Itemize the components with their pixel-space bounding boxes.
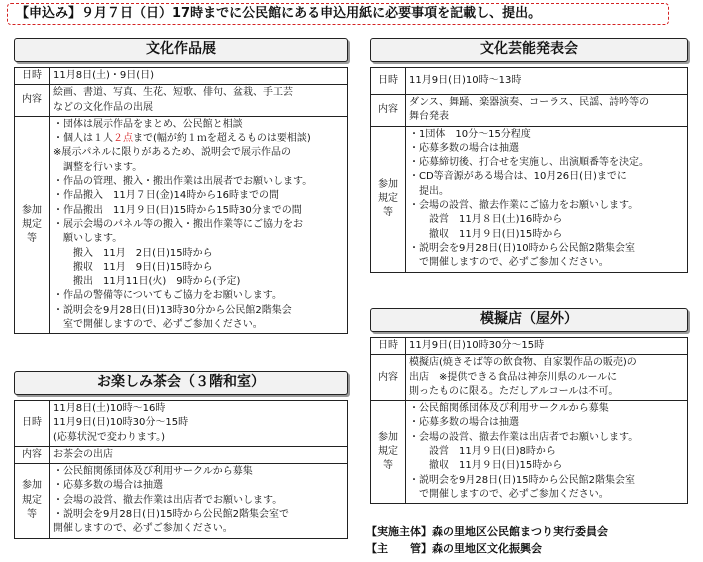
requirements-value <box>406 126 688 272</box>
content-line: 出店 ※提供できる食品は神奈川県のルールに <box>409 371 618 383</box>
content-value <box>406 355 688 401</box>
content-line: などの文化作品の出展 <box>53 101 153 113</box>
requirement-line: で開催しますので、必ずご参加ください。 <box>419 257 609 269</box>
requirement-line <box>53 132 344 146</box>
date-value <box>50 68 348 85</box>
application-deadline-banner: 【申込み】９月７日（日）17時までに公民館にある申込用紙に必要事項を記載し、提出。 <box>7 3 669 25</box>
date-value <box>50 401 348 447</box>
requirement-line: 搬入 11月 2日(日)15時から <box>73 247 213 259</box>
date-line: 11月9日(日)10時30分～15時 <box>53 417 189 429</box>
requirements-value <box>50 116 348 333</box>
requirements-row <box>15 116 348 333</box>
footer-organizer: 【実施主体】森の里地区公民館まつり実行委員会 <box>366 525 608 538</box>
requirement-line: ・会場の設営、撤去作業は出店者でお願いします。 <box>53 494 283 506</box>
requirements-label-line: 規定 <box>378 192 398 204</box>
requirements-label-line: 規定 <box>22 494 42 506</box>
date-line: 11月9日(日)10時30分～15時 <box>409 340 545 351</box>
requirement-line: ・説明会を9月28日(日)15時から公民館2階集会室で <box>53 509 289 521</box>
content-label: 内容 <box>371 95 406 127</box>
date-line: 11月9日(日)10時～13時 <box>409 74 522 86</box>
requirements-label-line: 参加 <box>22 204 42 216</box>
date-line: 11月8日(土)・9日(日) <box>53 70 155 81</box>
date-line: (応募状況で変わります。) <box>53 431 166 443</box>
date-label: 日時 <box>15 401 50 447</box>
requirement-line: ・応募多数の場合は抽選 <box>409 142 519 154</box>
requirement-line: ・1団体 10分～15分程度 <box>409 128 531 140</box>
requirement-line: ・公民館関係団体及び利用サークルから募集 <box>409 403 609 415</box>
info-table-bunka-sakuhin <box>14 67 348 334</box>
date-row <box>371 68 688 95</box>
requirement-line: 室で開催しますので、必ずご参加ください。 <box>63 319 263 331</box>
requirement-line: 設営 11月８日(土)16時から <box>429 214 563 226</box>
requirement-line: ※展示パネルに限りがあるため、説明会で展示作品の <box>53 147 291 159</box>
requirement-line: 開催しますので、必ずご参加ください。 <box>53 523 233 535</box>
info-table-ochanomi <box>14 400 348 539</box>
requirement-line: ・公民館関係団体及び利用サークルから募集 <box>53 466 253 478</box>
requirements-label <box>371 401 406 504</box>
requirement-line: ・作品搬入 11月７日(金)14時から16時までの間 <box>53 190 279 202</box>
date-label: 日時 <box>15 68 50 85</box>
requirements-label-line: 等 <box>383 460 393 472</box>
requirements-label-line: 参加 <box>378 431 398 443</box>
content-line: 舞台発表 <box>409 111 449 123</box>
requirement-line: 撤収 11月９日(日)15時から <box>429 460 563 472</box>
requirement-line: ・会場の設営、撤去作業にご協力をお願いします。 <box>409 200 639 212</box>
content-value <box>50 446 348 463</box>
requirements-value <box>406 401 688 504</box>
content-line: 絵画、書道、写真、生花、短歌、俳句、盆栽、手工芸 <box>53 87 293 99</box>
date-row <box>371 338 688 355</box>
section-geino <box>370 38 688 273</box>
section-mogiten <box>370 308 688 504</box>
requirement-line: ・作品搬出 11月９日(日)15時から15時30分までの間 <box>53 204 302 216</box>
content-label: 内容 <box>371 355 406 401</box>
requirement-line: ・説明会を9月28日(日)15時から公民館2階集会室 <box>409 474 635 486</box>
requirement-line: ・説明会を9月28日(日)10時から公民館2階集会室 <box>409 242 635 254</box>
date-row <box>15 68 348 85</box>
requirements-label-line: 等 <box>27 233 37 245</box>
requirement-line: ・応募多数の場合は抽選 <box>53 480 163 492</box>
content-row <box>371 355 688 401</box>
requirements-label-line: 規定 <box>378 446 398 458</box>
section-ochanomi <box>14 371 348 539</box>
requirements-row <box>371 126 688 272</box>
requirement-line: ・会場の設営、撤去作業は出店者でお願いします。 <box>409 431 639 443</box>
info-table-geino <box>370 67 688 273</box>
requirement-line: 提出。 <box>419 185 449 197</box>
requirement-line: ・CD等音源がある場合は、10月26日(日)までに <box>409 171 627 183</box>
requirement-line: 撤収 11月９日(日)15時から <box>429 228 563 240</box>
content-value <box>50 85 348 117</box>
section-title-geino: 文化芸能発表会 <box>370 38 688 62</box>
requirement-text: ・個人は１人 <box>53 133 113 145</box>
requirements-row <box>371 401 688 504</box>
date-row <box>15 401 348 447</box>
content-row <box>15 446 348 463</box>
content-row <box>371 95 688 127</box>
requirements-label <box>371 126 406 272</box>
requirements-value <box>50 464 348 538</box>
info-table-mogiten <box>370 337 688 504</box>
requirement-line: 設営 11月９日(日)8時から <box>429 446 556 458</box>
content-line: ダンス、舞踊、楽器演奏、コーラス、民謡、詩吟等の <box>409 97 650 108</box>
requirements-label <box>15 464 50 538</box>
content-value <box>406 95 688 127</box>
content-line: お茶会の出店 <box>53 448 113 460</box>
content-label: 内容 <box>15 85 50 117</box>
section-title-mogiten: 模擬店（屋外） <box>370 308 688 332</box>
requirement-text: まで(幅が約１ｍを超えるものは要相談) <box>133 133 311 145</box>
requirements-row <box>15 464 348 538</box>
requirement-line: 調整を行います。 <box>63 161 143 173</box>
footer-sponsor: 【主 管】森の里地区文化振興会 <box>366 542 542 555</box>
requirement-line: ・説明会を9月28日(日)13時30分から公民館2階集会 <box>53 304 292 316</box>
requirement-line: ・応募多数の場合は抽選 <box>409 417 519 429</box>
requirements-label-line: 規定 <box>22 218 42 230</box>
requirement-line: 搬出 11月11日(火) 9時から(予定) <box>73 276 241 288</box>
date-line: 11月8日(土)10時～16時 <box>53 403 166 414</box>
section-title-bunka-sakuhin: 文化作品展 <box>14 38 348 62</box>
content-label: 内容 <box>15 446 50 463</box>
requirement-line: ・団体は展示作品をまとめ、公民館と相談 <box>53 118 243 130</box>
date-label: 日時 <box>371 68 406 95</box>
date-value <box>406 68 688 95</box>
content-row <box>15 85 348 117</box>
date-label: 日時 <box>371 338 406 355</box>
requirements-label-line: 等 <box>27 509 37 521</box>
highlight-two-items: ２点 <box>113 133 133 145</box>
requirement-line: で開催しますので、必ずご参加ください。 <box>419 488 609 500</box>
requirements-label-line: 参加 <box>378 178 398 190</box>
date-value <box>406 338 688 355</box>
requirements-label-line: 等 <box>383 207 393 219</box>
requirement-line: 搬収 11月 9日(日)15時から <box>73 261 213 273</box>
requirement-line: ・作品の管理、搬入・搬出作業は出展者でお願いします。 <box>53 176 313 188</box>
section-title-ochanomi: お楽しみ茶会（３階和室） <box>14 371 348 395</box>
requirement-line: ・作品の警備等についてもご協力をお願いします。 <box>53 290 282 302</box>
section-bunka-sakuhin <box>14 38 348 334</box>
requirements-label <box>15 116 50 333</box>
requirement-line: 願いします。 <box>63 233 123 245</box>
content-line: 則ったものに限る。ただしアルコールは不可。 <box>409 385 619 397</box>
requirement-line: ・応募締切後、打合せを実施し、出演順番等を決定。 <box>409 157 649 169</box>
requirements-label-line: 参加 <box>22 480 42 492</box>
requirement-line: ・展示会場のパネル等の搬入・搬出作業等にご協力をお <box>53 218 303 230</box>
content-line: 模擬店(焼きそば等の飲食物、自家製作品の販売)の <box>409 357 637 369</box>
